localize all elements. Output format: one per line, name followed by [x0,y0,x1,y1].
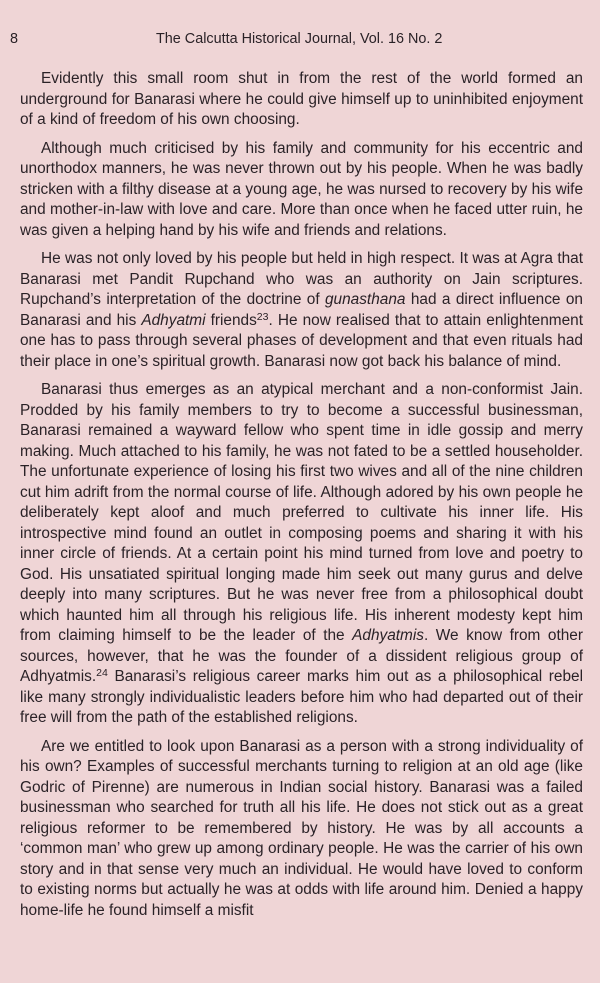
paragraph-text: He was not only loved by his people but held in high respect. It was at Agra that Banarasi met Pandit Rupchand who was an authority on Jain scriptures. Rupchand’s interpretation of the doctrine of [20,250,583,308]
paragraph-text: friends [205,311,257,329]
italic-term: Adhyatmis [352,627,424,644]
journal-title: The Calcutta Historical Journal, Vol. 16 No. 2 [156,31,443,47]
paragraph-text: Are we entitled to look upon Banarasi as a person with a strong individuality of his own? Examples of successful merchants turning to religion at an old age (like Godric of Pirenne) are numerous in Indian social history. Banarasi was a failed businessman who searched for truth all his life. He does not stick out as a great religious reformer to be remembered by history. He was by all accounts a ‘common man’ who grew up among ordinary people. He was the carrier of his own story and in that sense very much an individual. He would have loved to conform to existing norms but actually he was at odds with life around him. Denied a happy home-life he found himself a misfit [20,737,583,919]
paragraph [20,737,583,922]
page-number: 8 [10,31,19,47]
article-body [20,69,583,921]
paragraph-text: had a direct influence on Banarasi and his [20,291,583,329]
paragraph-text: . We know from other sources, however, that he was the founder of a dissident religious group of Adhyatmis. [20,627,583,685]
running-header [10,31,580,51]
paragraph-text: Although much criticised by his family and community for his eccentric and unorthodox manners, he was never thrown out by his people. When he was badly stricken with a filthy disease at a young age, he was nursed to recovery by his wife and mother-in-law with love and care. More than once when he faced utter ruin, he was given a helping hand by his wife and friends and relations. [20,139,583,239]
paragraph-text: Evidently this small room shut in from the rest of the world formed an underground for Banarasi where he could give himself up to uninhibited enjoyment of a kind of freedom of his own choosing. [20,70,583,128]
paragraph [20,249,583,372]
footnote-reference: 24 [96,667,108,679]
paragraph [20,139,583,242]
italic-term: gunasthana [325,291,406,308]
paragraph-text: Banarasi’s religious career marks him out as a philosophical rebel like many strongly individualistic leaders before him who had departed out of their free will from the path of the established religions. [20,668,583,726]
paragraph [20,380,583,729]
italic-term: Adhyatmi [141,311,206,329]
paragraph-text: Banarasi thus emerges as an atypical merchant and a non-conformist Jain. Prodded by his family members to try to become a successful businessman, Banarasi remained a wayward fellow who spent time in idle gossip and merry making. Much attached to his family, he was not fated to be a settled householder. The unfortunate experience of losing his first two wives and all of the nine children cut him adrift from the normal course of life. Although adored by his own people he deliberately kept aloof and much preferred to cultivate his inner life. His introspective mind found an outlet in composing poems and sharing it with his inner circle of friends. At a certain point his mind turned from love and poetry to God. His unsatiated spiritual longing made him seek out many gurus and delve deeply into many scriptures. But he was never free from a philosophical doubt which haunted him all through his religious life. His inherent modesty kept him from claiming himself to be the leader of the [20,381,583,644]
paragraph [20,69,583,131]
footnote-reference: 23 [256,310,269,323]
paragraph-text: . He now realised that to attain enlightenment one has to pass through several phases of development and that even rituals had their place in one’s spiritual growth. Banarasi now got back his balance of mind. [20,311,583,370]
